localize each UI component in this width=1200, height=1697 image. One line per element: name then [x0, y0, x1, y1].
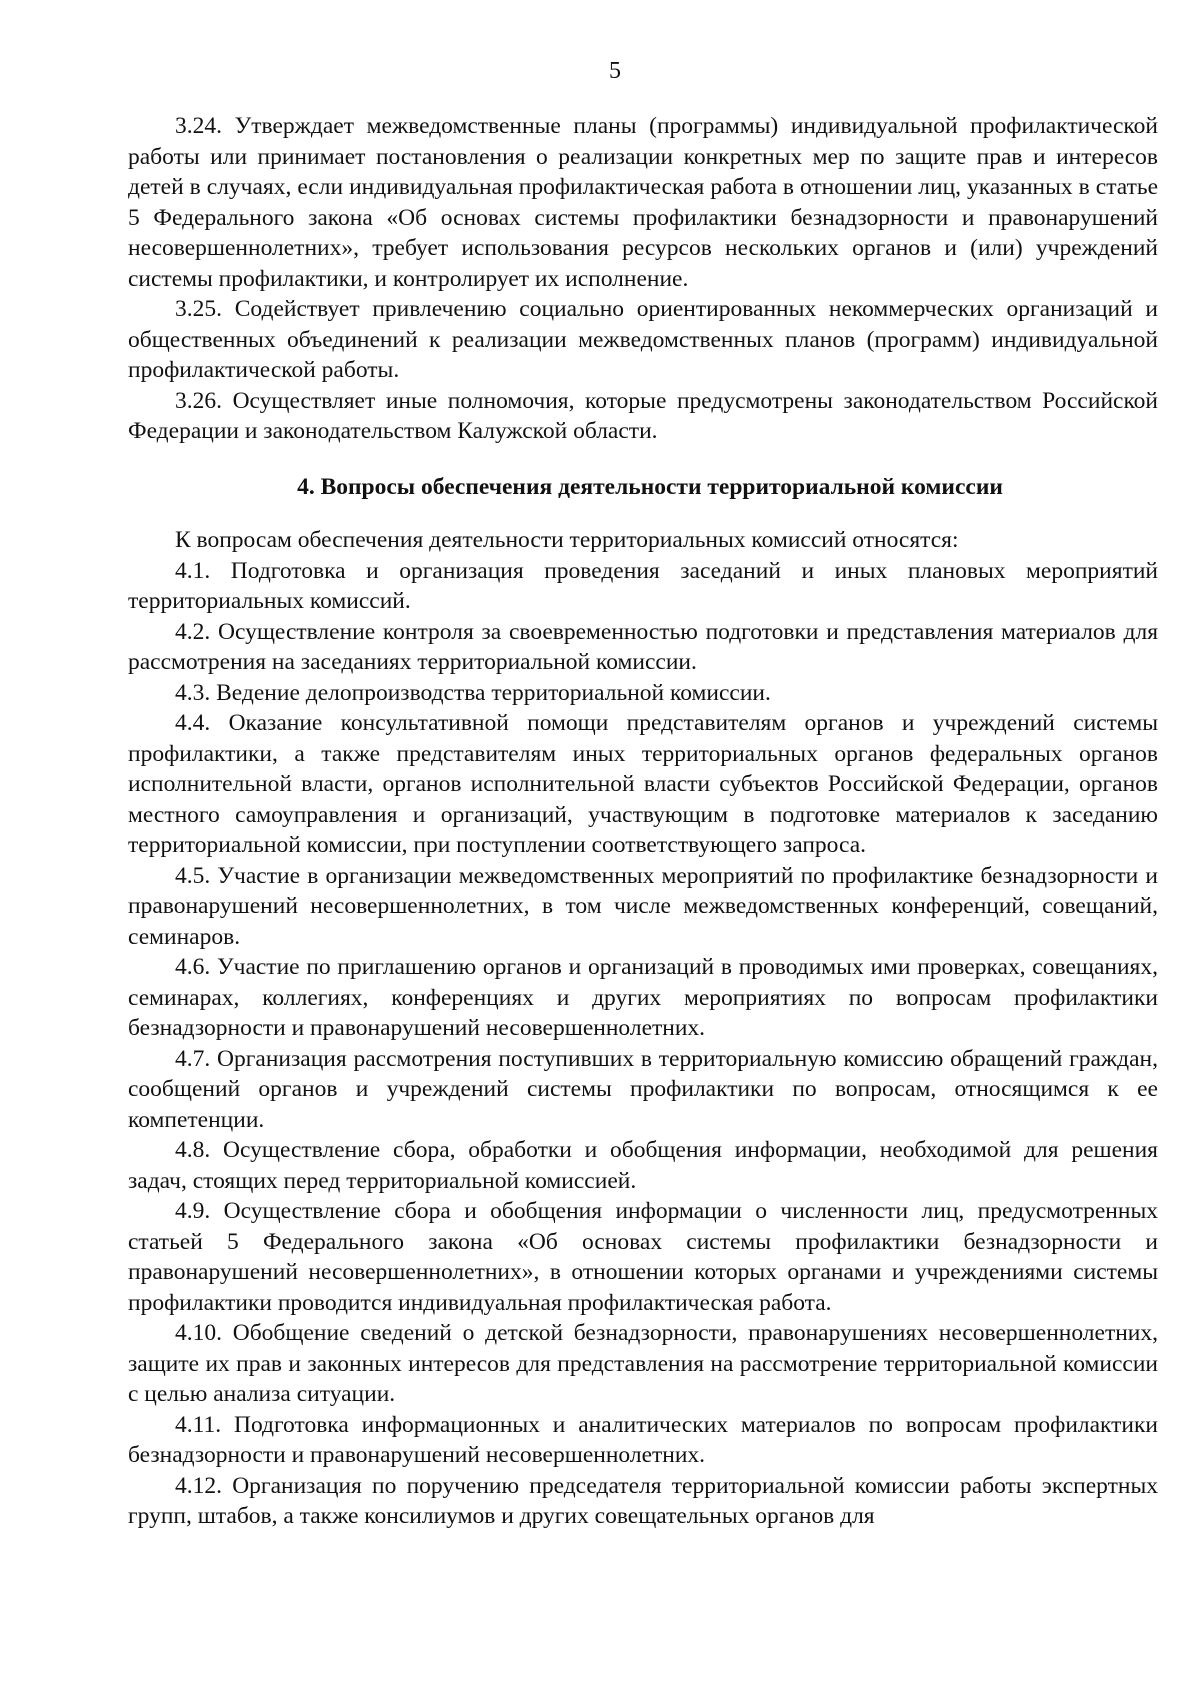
- paragraph-4-6: 4.6. Участие по приглашению органов и организаций в проводимых ими проверках, совещаниях, семинарах, коллегиях, конференциях и других мероприятиях по вопросам профилактики безнадзорности и правонарушений несовершеннолетних.: [128, 954, 1158, 1041]
- paragraph-intro: К вопросам обеспечения деятельности территориальных комиссий относятся:: [175, 527, 959, 553]
- paragraph-4-11: 4.11. Подготовка информационных и аналитических материалов по вопросам профилактики безнадзорности и правонарушений несовершеннолетних.: [128, 1411, 1158, 1468]
- paragraph-4-3: 4.3. Ведение делопроизводства территориальной комиссии.: [175, 679, 771, 706]
- paragraph-4-2: 4.2. Осуществление контроля за своевременностью подготовки и представления материалов для рассмотрения на заседаниях территориальной комиссии.: [128, 618, 1158, 675]
- paragraph-4-12: 4.12. Организация по поручению председателя территориальной комиссии работы экспертных групп, штабов, а также консилиумов и других совещательных органов для: [128, 1472, 1158, 1529]
- paragraph-3-26: 3.26. Осуществляет иные полномочия, которые предусмотрены законодательством Российской Федерации и законодательством Калужской области.: [128, 387, 1158, 444]
- paragraph-4-10: 4.10. Обобщение сведений о детской безнадзорности, правонарушениях несовершеннолетних, защите их прав и законных интересов для представления на рассмотрение территориальной комиссии с целью анализа ситуации.: [128, 1320, 1158, 1407]
- paragraph-4-8: 4.8. Осуществление сбора, обработки и обобщения информации, необходимой для решения задач, стоящих перед территориальной комиссией.: [128, 1137, 1158, 1194]
- page-number: 5: [609, 58, 621, 84]
- paragraph-4-7: 4.7. Организация рассмотрения поступивших в территориальную комиссию обращений граждан, сообщений органов и учреждений системы профилактики по вопросам, относящимся к ее компетенции.: [128, 1045, 1158, 1133]
- paragraph-3-24: 3.24. Утверждает межведомственные планы (программы) индивидуальной профилактической работы или принимает постановления о реализации конкретных мер по защите прав и интересов детей в случаях, если индивидуальная профилактическая работа в отношении лиц, указанных в статье 5 Федерального закона «Об основах системы профилактики безнадзорности и правонарушений несовершеннолетних», требует использования ресурсов нескольких органов и (или) учреждений системы профилактики, и контролирует их исполнение.: [128, 113, 1158, 292]
- document-body: [128, 111, 1158, 1532]
- paragraph-3-25: 3.25. Содействует привлечению социально ориентированных некоммерческих организаций и общественных объединений к реализации межведомственных планов (программ) индивидуальной профилактической работы.: [128, 296, 1158, 383]
- section-heading-4: 4. Вопросы обеспечения деятельности территориальной комиссии: [297, 473, 1003, 500]
- paragraph-4-9: 4.9. Осуществление сбора и обобщения информации о численности лиц, предусмотренных статьей 5 Федерального закона «Об основах системы профилактики безнадзорности и правонарушений несовершеннолетних», в отношении которых органами и учреждениями системы профилактики проводится индивидуальная профилактическая работа.: [128, 1198, 1158, 1316]
- paragraph-4-1: 4.1. Подготовка и организация проведения заседаний и иных плановых мероприятий территориальных комиссий.: [128, 557, 1158, 614]
- paragraph-4-5: 4.5. Участие в организации межведомственных мероприятий по профилактике безнадзорности и правонарушений несовершеннолетних, в том числе межведомственных конференций, совещаний, семинаров.: [128, 862, 1158, 950]
- paragraph-4-4: 4.4. Оказание консультативной помощи представителям органов и учреждений системы профилактики, а также представителям иных территориальных органов федеральных органов исполнительной власти, органов исполнительной власти субъектов Российской Федерации, органов местного самоуправления и организаций, участвующим в подготовке материалов к заседанию территориальной комиссии, при поступлении соответствующего запроса.: [128, 710, 1158, 858]
